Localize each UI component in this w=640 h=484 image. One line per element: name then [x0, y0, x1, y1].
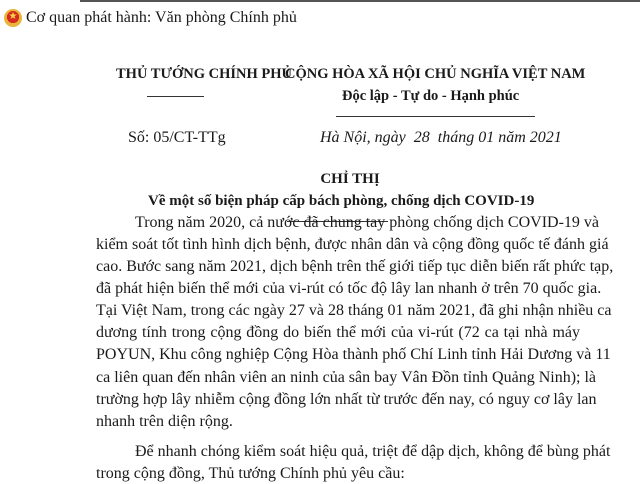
text-line: POYUN, Khu công nghiệp Cộng Hòa thành phố Chí Linh tỉnh Hải Dương và 11	[96, 346, 611, 363]
text-line: nhanh trên diện rộng.	[96, 413, 233, 430]
top-border	[80, 0, 640, 2]
issuing-agency	[4, 9, 297, 27]
text-line: dương tính trong cộng đồng do biến thể mới của vi-rút (72 ca tại nhà máy	[96, 324, 580, 341]
issuing-agency-label: Cơ quan phát hành: Văn phòng Chính phủ	[26, 9, 297, 26]
motto-underline	[336, 116, 535, 117]
text-line: ca liên quan đến nhân viên an ninh của sân bay Vân Đồn tỉnh Quảng Ninh); là	[96, 369, 597, 386]
text-line: Trong năm 2020, cả nước đã chung tay phòng chống dịch COVID-19 và	[135, 214, 600, 231]
issuer: THỦ TƯỚNG CHÍNH PHỦ	[116, 66, 293, 82]
national-emblem-icon	[4, 9, 22, 27]
document-number: Số: 05/CT-TTg	[128, 129, 226, 146]
text-line: đã phát hiện biến thể mới của vi-rút có tốc độ lây lan nhanh ở trên 70 quốc gia.	[96, 280, 602, 297]
text-line: cao. Bước sang năm 2021, dịch bệnh trên thế giới tiếp tục diễn biến rất phức tạp,	[96, 258, 614, 275]
document-type: CHỈ THỊ	[320, 171, 380, 187]
text-line: kiểm soát tốt tình hình dịch bệnh, được nhân dân và cộng đồng quốc tế đánh giá	[96, 236, 609, 253]
text-line: trong cộng đồng, Thủ tướng Chính phủ yêu cầu:	[96, 465, 405, 482]
motto: Độc lập - Tự do - Hạnh phúc	[342, 88, 520, 104]
text-line: Tại Việt Nam, trong các ngày 27 và 28 tháng 01 năm 2021, đã ghi nhận nhiều ca	[96, 302, 612, 319]
text-line: Để nhanh chóng kiểm soát hiệu quả, triệt để dập dịch, không để bùng phát	[135, 443, 611, 460]
document-title: Về một số biện pháp cấp bách phòng, chống dịch COVID-19	[148, 193, 535, 209]
text-line: trường hợp lây nhiễm cộng đồng lớn nhất từ trước đến nay, có nguy cơ lây lan	[96, 391, 597, 408]
document-date: Hà Nội, ngày 28 tháng 01 năm 2021	[320, 129, 562, 146]
issuer-underline	[147, 96, 204, 97]
country-name: CỘNG HÒA XÃ HỘI CHỦ NGHĨA VIỆT NAM	[285, 66, 586, 82]
